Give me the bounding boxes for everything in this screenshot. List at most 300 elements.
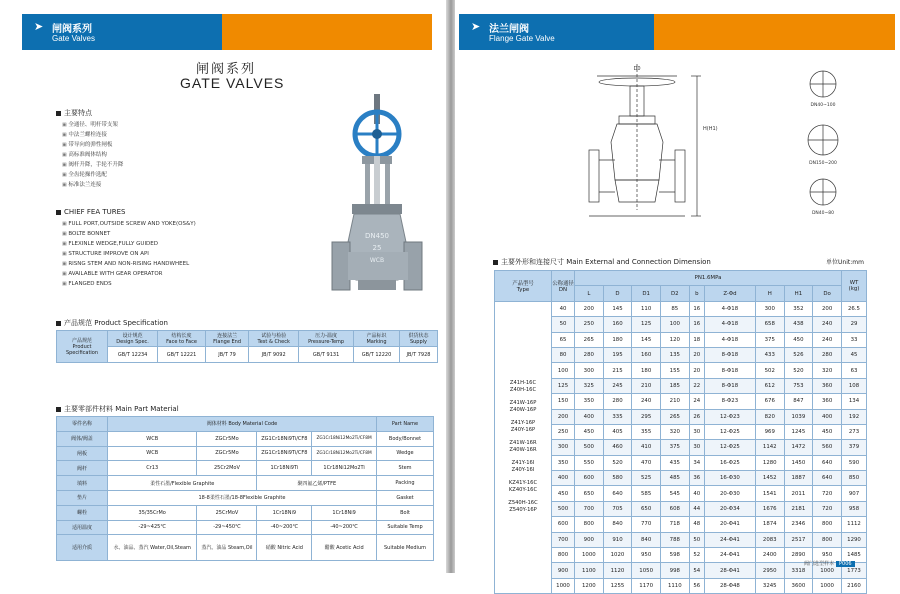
material-cell: 醋酸 Acetic Acid bbox=[312, 535, 377, 561]
material-cell: WCB bbox=[108, 431, 197, 446]
spec-header-row bbox=[57, 331, 438, 347]
feature-en-item: ▣ FLEXINLE WEDGE,FULLY GUIDED bbox=[62, 239, 196, 249]
feature-en-item: ▣ FULL PORT,OUTSIDE SCREW AND YOKE(OS&Y) bbox=[62, 219, 196, 229]
dim-type-label: Z540Y-16P bbox=[509, 507, 537, 514]
dim-cell: 460 bbox=[603, 440, 632, 455]
dim-cell: 16 bbox=[689, 301, 704, 316]
material-cell: -29~450℃ bbox=[197, 520, 257, 535]
feature-cn-item: ▣ 中法兰螺栓连接 bbox=[62, 130, 123, 140]
dim-cell: 753 bbox=[784, 378, 813, 393]
spec-value-cell: JB/T 9092 bbox=[249, 347, 299, 363]
dim-cell: 410 bbox=[632, 440, 661, 455]
spec-header-cell: 连接法兰 Flange End bbox=[205, 331, 248, 347]
features-en-list bbox=[62, 219, 196, 289]
dim-cell: 325 bbox=[575, 378, 604, 393]
dim-header-cell: Do bbox=[813, 286, 842, 301]
material-cell: 1Cr18Ni9 bbox=[257, 505, 312, 520]
dim-cell: 400 bbox=[552, 471, 575, 486]
dim-cell: 30 bbox=[689, 440, 704, 455]
dim-cell: 52 bbox=[689, 548, 704, 563]
dim-cell: 80 bbox=[552, 347, 575, 362]
dim-cell: 245 bbox=[603, 378, 632, 393]
dim-cell: 240 bbox=[813, 317, 842, 332]
material-cell: 硝酸 Nitric Acid bbox=[257, 535, 312, 561]
dim-type-label: Z540H-16C bbox=[508, 500, 538, 507]
dim-cell: 1120 bbox=[603, 563, 632, 578]
material-cell: 阀杆 bbox=[57, 461, 108, 476]
dim-cell: 2160 bbox=[842, 578, 867, 593]
feature-cn-item: ▣ 高标准阀体结构 bbox=[62, 150, 123, 160]
dim-cell: 1773 bbox=[842, 563, 867, 578]
dim-cell: 900 bbox=[575, 532, 604, 547]
dim-cell: 56 bbox=[689, 578, 704, 593]
arrow-icon: ➤ bbox=[471, 20, 481, 33]
dim-cell: 40 bbox=[689, 486, 704, 501]
dim-cell: 8-Φ18 bbox=[704, 378, 755, 393]
dim-cell: 640 bbox=[813, 455, 842, 470]
dim-cell: 265 bbox=[660, 409, 689, 424]
dim-cell: 134 bbox=[842, 394, 867, 409]
dim-cell: 295 bbox=[632, 409, 661, 424]
dim-cell: 2950 bbox=[755, 563, 784, 578]
spec-value-cell: GB/T 12234 bbox=[108, 347, 158, 363]
dim-cell: 195 bbox=[603, 347, 632, 362]
right-header-title-en: Flange Gate Valve bbox=[489, 34, 555, 43]
dim-cell: 800 bbox=[813, 517, 842, 532]
drawing-label-height: H(H1) bbox=[703, 126, 718, 132]
dim-cell: 1000 bbox=[552, 578, 575, 593]
dim-cell: 1676 bbox=[755, 501, 784, 516]
dim-cell: 150 bbox=[552, 394, 575, 409]
material-cell: 阀体/阀盖 bbox=[57, 431, 108, 446]
right-header-accent bbox=[654, 14, 895, 50]
dim-type-label: Z41H-16C bbox=[509, 380, 537, 387]
dim-cell: 200 bbox=[813, 301, 842, 316]
dim-cell: 28-Φ41 bbox=[704, 563, 755, 578]
dim-cell: 1170 bbox=[632, 578, 661, 593]
dim-cell: 180 bbox=[632, 363, 661, 378]
dim-cell: 12-Φ23 bbox=[704, 409, 755, 424]
dim-cell: 110 bbox=[632, 301, 661, 316]
feature-en-item: ▣ AVAILABLE WITH GEAR OPERATOR bbox=[62, 269, 196, 279]
material-cell: 填料 bbox=[57, 476, 108, 491]
dim-cell: 215 bbox=[603, 363, 632, 378]
spec-value-cell: JB/T 7928 bbox=[399, 347, 437, 363]
dim-type-label: Z40W-16P bbox=[509, 407, 537, 414]
dim-type-label: Z41W-16P bbox=[509, 400, 537, 407]
dim-cell: 3600 bbox=[784, 578, 813, 593]
material-header-cell: Part Name bbox=[377, 417, 434, 432]
material-header-row bbox=[57, 417, 434, 432]
dim-cell: 2890 bbox=[784, 548, 813, 563]
spec-value-cell: GB/T 12220 bbox=[354, 347, 400, 363]
dim-cell: 1142 bbox=[755, 440, 784, 455]
dim-type-label: KZ41Y-16C bbox=[508, 480, 538, 487]
unit-label: 单位Unit:mm bbox=[826, 259, 864, 266]
dim-header-cell: b bbox=[689, 286, 704, 301]
features-en-title: CHIEF FEA TURES bbox=[56, 208, 125, 216]
dim-cell: 1485 bbox=[842, 548, 867, 563]
dim-cell: 3245 bbox=[755, 578, 784, 593]
dim-cell: 525 bbox=[632, 471, 661, 486]
material-cell: 25CrMoV bbox=[197, 505, 257, 520]
dim-cell: 850 bbox=[842, 471, 867, 486]
feature-en-item: ▣ RISNG STEM AND NON-RISING HANDWHEEL bbox=[62, 259, 196, 269]
material-cell: -40~200℃ bbox=[257, 520, 312, 535]
dim-cell: 360 bbox=[813, 378, 842, 393]
dim-cell: 640 bbox=[813, 471, 842, 486]
dim-cell: 18 bbox=[689, 332, 704, 347]
drawing-label-size1: DN40~100 bbox=[810, 103, 836, 108]
dim-cell: 320 bbox=[660, 424, 689, 439]
dim-cell: 720 bbox=[813, 486, 842, 501]
dim-cell: 1290 bbox=[842, 532, 867, 547]
dim-type-label: Z40H-16C bbox=[509, 387, 537, 394]
dim-cell: 375 bbox=[755, 332, 784, 347]
material-cell: ZG1Cr18Ni12Mo2Ti/CF8M bbox=[312, 431, 377, 446]
dim-cell: 405 bbox=[603, 424, 632, 439]
dim-cell: 26.5 bbox=[842, 301, 867, 316]
dim-cell: 800 bbox=[813, 532, 842, 547]
drawing-label-size2: DN150~200 bbox=[809, 161, 837, 166]
dim-cell: 485 bbox=[660, 471, 689, 486]
dim-header-cell: D2 bbox=[660, 286, 689, 301]
dim-cell: 450 bbox=[575, 424, 604, 439]
dim-cell: 250 bbox=[575, 317, 604, 332]
material-cell: 18-8柔性石墨/18-8Flexible Graphite bbox=[108, 490, 377, 505]
left-header-bar bbox=[22, 14, 222, 50]
spec-header-cell: 试验与检验 Test & Check bbox=[249, 331, 299, 347]
feature-cn-item: ▣ 全通径、明杆带支架 bbox=[62, 120, 123, 130]
dim-title: 主要外形和连接尺寸 Main External and Connection Dimension bbox=[493, 257, 711, 267]
dim-cell: 160 bbox=[603, 317, 632, 332]
material-cell: Body/Bonnet bbox=[377, 431, 434, 446]
dim-cell: 24-Φ41 bbox=[704, 548, 755, 563]
dim-cell: 2400 bbox=[755, 548, 784, 563]
dim-cell: 28-Φ48 bbox=[704, 578, 755, 593]
dim-cell: 240 bbox=[632, 394, 661, 409]
valve-technical-drawing bbox=[575, 60, 895, 230]
dim-cell: 63 bbox=[842, 363, 867, 378]
dim-cell: 1020 bbox=[603, 548, 632, 563]
dim-cell: 240 bbox=[813, 332, 842, 347]
dim-cell: 16 bbox=[689, 317, 704, 332]
feature-cn-item: ▣ 标准法兰连接 bbox=[62, 180, 123, 190]
left-page bbox=[0, 0, 448, 573]
material-cell: ZG1Cr18Ni12Mo2Ti/CF8M bbox=[312, 446, 377, 461]
spec-value-cell: JB/T 79 bbox=[205, 347, 248, 363]
material-row bbox=[57, 461, 434, 476]
material-cell: 柔性石墨/Flexible Graphite bbox=[108, 476, 257, 491]
material-cell: Packing bbox=[377, 476, 434, 491]
dim-cell: 650 bbox=[575, 486, 604, 501]
material-row bbox=[57, 520, 434, 535]
dim-cell: 545 bbox=[660, 486, 689, 501]
material-cell: 聚四氟乙烯/PTFE bbox=[257, 476, 377, 491]
dim-cell: 360 bbox=[813, 394, 842, 409]
dim-cell: 520 bbox=[603, 455, 632, 470]
material-cell: -29~425℃ bbox=[108, 520, 197, 535]
dim-cell: 640 bbox=[603, 486, 632, 501]
material-row bbox=[57, 490, 434, 505]
material-table bbox=[56, 416, 434, 561]
spec-title: 产品规范 Product Specification bbox=[56, 318, 168, 328]
spec-header-cell: 产品规范 Product Specification bbox=[57, 331, 108, 363]
dim-cell: 1110 bbox=[660, 578, 689, 593]
dim-cell: 33 bbox=[842, 332, 867, 347]
dim-cell: 1452 bbox=[755, 471, 784, 486]
dim-cell: 847 bbox=[784, 394, 813, 409]
dim-cell: 400 bbox=[575, 409, 604, 424]
left-header-accent bbox=[222, 14, 432, 50]
dim-cell: 350 bbox=[552, 455, 575, 470]
spec-header-cell: 供货状态 Supply bbox=[399, 331, 437, 347]
dim-cell: 840 bbox=[603, 517, 632, 532]
material-cell: Gasket bbox=[377, 490, 434, 505]
dimension-table bbox=[494, 270, 867, 594]
material-header-cell: 零件名称 bbox=[57, 417, 108, 432]
dim-cell: 350 bbox=[575, 394, 604, 409]
dim-cell: 400 bbox=[813, 409, 842, 424]
dim-row bbox=[495, 301, 867, 316]
material-cell: ZG1Cr18Ni9Ti/CF8 bbox=[257, 446, 312, 461]
dim-cell: 676 bbox=[755, 394, 784, 409]
material-cell: Stem bbox=[377, 461, 434, 476]
dim-cell: 1112 bbox=[842, 517, 867, 532]
dim-cell: 280 bbox=[813, 347, 842, 362]
dim-cell: 352 bbox=[784, 301, 813, 316]
material-cell: 1Cr18Ni12Mo2Ti bbox=[312, 461, 377, 476]
feature-en-item: ▣ FLANGED ENDS bbox=[62, 279, 196, 289]
dim-cell: 900 bbox=[552, 563, 575, 578]
dim-cell: 1000 bbox=[813, 578, 842, 593]
dim-header-cell: D1 bbox=[632, 286, 661, 301]
material-row bbox=[57, 446, 434, 461]
dim-cell: 700 bbox=[552, 532, 575, 547]
dim-cell: 1100 bbox=[575, 563, 604, 578]
dim-cell: 135 bbox=[660, 347, 689, 362]
drawing-label-do: D0 bbox=[633, 66, 641, 72]
dim-cell: 502 bbox=[755, 363, 784, 378]
dim-cell: 160 bbox=[632, 347, 661, 362]
dim-cell: 720 bbox=[813, 501, 842, 516]
feature-cn-item: ▣ 带导向的弹性闸板 bbox=[62, 140, 123, 150]
page-title-cn: 闸阀系列 bbox=[196, 62, 257, 77]
dim-cell: 950 bbox=[813, 548, 842, 563]
dim-cell: 20-Φ34 bbox=[704, 501, 755, 516]
dim-cell: 788 bbox=[660, 532, 689, 547]
dim-cell: 450 bbox=[552, 486, 575, 501]
dim-cell: 608 bbox=[660, 501, 689, 516]
spec-value-cell: GB/T 9131 bbox=[299, 347, 354, 363]
dim-cell: 24 bbox=[689, 394, 704, 409]
dim-cell: 1541 bbox=[755, 486, 784, 501]
dim-cell: 30 bbox=[689, 424, 704, 439]
dim-cell: 598 bbox=[660, 548, 689, 563]
dim-cell: 1450 bbox=[784, 455, 813, 470]
right-header-title-cn: 法兰闸阀 bbox=[489, 24, 529, 35]
dim-cell: 612 bbox=[755, 378, 784, 393]
material-row bbox=[57, 505, 434, 520]
dim-cell: 8-Φ18 bbox=[704, 347, 755, 362]
material-cell: 闸板 bbox=[57, 446, 108, 461]
dim-cell: 200 bbox=[552, 409, 575, 424]
dim-cell: 520 bbox=[784, 363, 813, 378]
dim-cell: 24-Φ41 bbox=[704, 532, 755, 547]
page-number: P006 bbox=[836, 561, 855, 567]
dim-cell: 12-Φ25 bbox=[704, 424, 755, 439]
dim-type-label: Z40Y-16I bbox=[511, 467, 535, 474]
dim-header-cell: H bbox=[755, 286, 784, 301]
dim-cell: 718 bbox=[660, 517, 689, 532]
dim-cell: 145 bbox=[603, 301, 632, 316]
dim-cell: 910 bbox=[603, 532, 632, 547]
dim-cell: 4-Φ18 bbox=[704, 332, 755, 347]
material-cell: 蒸汽、油品 Steam,Oil bbox=[197, 535, 257, 561]
material-cell: 1Cr18Ni9 bbox=[312, 505, 377, 520]
dim-cell: 20-Φ30 bbox=[704, 486, 755, 501]
material-cell: 25Cr2MoV bbox=[197, 461, 257, 476]
spec-header-cell: 压力-温度 Pressure-Temp bbox=[299, 331, 354, 347]
dim-cell: 22 bbox=[689, 378, 704, 393]
dim-cell: 100 bbox=[660, 317, 689, 332]
dim-cell: 335 bbox=[603, 409, 632, 424]
gate-valve-photo bbox=[318, 92, 438, 307]
page-title-en: GATE VALVES bbox=[180, 75, 285, 91]
dim-cell: 1000 bbox=[813, 563, 842, 578]
dim-header-cell: 产品型号 Type bbox=[495, 271, 552, 302]
dim-header-cell: 公称通径 DN bbox=[552, 271, 575, 302]
dim-cell: 320 bbox=[813, 363, 842, 378]
valve-marking-pn: 25 bbox=[372, 244, 382, 252]
dim-header-cell: D bbox=[603, 286, 632, 301]
arrow-icon: ➤ bbox=[34, 20, 44, 33]
dim-cell: 526 bbox=[784, 347, 813, 362]
material-cell: 35/35CrMo bbox=[108, 505, 197, 520]
dim-cell: 100 bbox=[552, 363, 575, 378]
dim-cell: 2517 bbox=[784, 532, 813, 547]
dim-cell: 355 bbox=[632, 424, 661, 439]
spec-value-row bbox=[57, 347, 438, 363]
dim-cell: 1472 bbox=[784, 440, 813, 455]
dim-cell: 450 bbox=[813, 424, 842, 439]
dim-cell: 375 bbox=[660, 440, 689, 455]
dim-cell: 500 bbox=[552, 501, 575, 516]
dim-type-label: Z41Y-16I bbox=[511, 460, 535, 467]
dim-cell: 998 bbox=[660, 563, 689, 578]
dim-type-label: KZ40Y-16C bbox=[508, 487, 538, 494]
feature-cn-item: ▣ 阀杆升降，手轮不升降 bbox=[62, 160, 123, 170]
dim-cell: 580 bbox=[603, 471, 632, 486]
dim-cell: 1000 bbox=[575, 548, 604, 563]
dim-cell: 658 bbox=[755, 317, 784, 332]
dim-cell: 379 bbox=[842, 440, 867, 455]
dim-type-cell bbox=[495, 301, 552, 593]
dim-cell: 250 bbox=[552, 424, 575, 439]
dim-cell: 265 bbox=[575, 332, 604, 347]
right-header-bar bbox=[459, 14, 654, 50]
dim-cell: 145 bbox=[632, 332, 661, 347]
dim-cell: 20 bbox=[689, 363, 704, 378]
dim-cell: 2346 bbox=[784, 517, 813, 532]
dim-cell: 969 bbox=[755, 424, 784, 439]
dim-cell: 1874 bbox=[755, 517, 784, 532]
dim-cell: 650 bbox=[632, 501, 661, 516]
dim-cell: 54 bbox=[689, 563, 704, 578]
spec-value-cell: GB/T 12221 bbox=[158, 347, 206, 363]
material-cell: Bolt bbox=[377, 505, 434, 520]
material-cell: Suitable Temp bbox=[377, 520, 434, 535]
dim-cell: 210 bbox=[660, 394, 689, 409]
dim-cell: 438 bbox=[784, 317, 813, 332]
dim-cell: 26 bbox=[689, 409, 704, 424]
spec-header-cell: 结构长度 Face to Face bbox=[158, 331, 206, 347]
dim-cell: 1039 bbox=[784, 409, 813, 424]
dim-cell: 820 bbox=[755, 409, 784, 424]
dim-cell: 435 bbox=[660, 455, 689, 470]
dim-cell: 1050 bbox=[632, 563, 661, 578]
dim-cell: 950 bbox=[632, 548, 661, 563]
left-header-title-en: Gate Valves bbox=[52, 34, 95, 43]
dim-cell: 8-Φ23 bbox=[704, 394, 755, 409]
dim-cell: 210 bbox=[632, 378, 661, 393]
dim-cell: 907 bbox=[842, 486, 867, 501]
spec-header-cell: 设计规范 Design Spec. bbox=[108, 331, 158, 347]
dim-cell: 958 bbox=[842, 501, 867, 516]
features-cn-list bbox=[62, 120, 123, 190]
dim-cell: 2011 bbox=[784, 486, 813, 501]
dim-cell: 40 bbox=[552, 301, 575, 316]
dim-cell: 300 bbox=[575, 363, 604, 378]
dim-cell: 1255 bbox=[603, 578, 632, 593]
dim-header-cell: WT (kg) bbox=[842, 271, 867, 302]
dim-cell: 450 bbox=[784, 332, 813, 347]
dim-cell: 500 bbox=[575, 440, 604, 455]
dim-cell: 590 bbox=[842, 455, 867, 470]
dim-cell: 800 bbox=[575, 517, 604, 532]
dim-cell: 48 bbox=[689, 517, 704, 532]
material-row bbox=[57, 476, 434, 491]
dim-cell: 125 bbox=[552, 378, 575, 393]
dim-cell: 192 bbox=[842, 409, 867, 424]
dim-cell: 273 bbox=[842, 424, 867, 439]
material-cell: 适用温度 bbox=[57, 520, 108, 535]
dim-cell: 36 bbox=[689, 471, 704, 486]
dim-cell: 108 bbox=[842, 378, 867, 393]
dim-cell: 12-Φ25 bbox=[704, 440, 755, 455]
material-cell: ZGCr5Mo bbox=[197, 431, 257, 446]
spec-header-cell: 产品标识 Marking bbox=[354, 331, 400, 347]
material-cell: -40~200℃ bbox=[312, 520, 377, 535]
dim-header-cell: PN1.6MPa bbox=[575, 271, 842, 286]
feature-cn-item: ▣ 全齿轮操作选配 bbox=[62, 170, 123, 180]
dim-type-label: Z41W-16R bbox=[509, 440, 537, 447]
dim-cell: 600 bbox=[552, 517, 575, 532]
material-cell: 螺栓 bbox=[57, 505, 108, 520]
dim-cell: 585 bbox=[632, 486, 661, 501]
dim-cell: 34 bbox=[689, 455, 704, 470]
feature-en-item: ▣ BOLTE BONNET bbox=[62, 229, 196, 239]
dim-cell: 2083 bbox=[755, 532, 784, 547]
dim-cell: 125 bbox=[632, 317, 661, 332]
dim-header-row-1 bbox=[495, 271, 867, 286]
feature-en-item: ▣ STRUCTURE IMPROVE ON API bbox=[62, 249, 196, 259]
material-cell: ZGCr5Mo bbox=[197, 446, 257, 461]
material-cell: Suitable Medium bbox=[377, 535, 434, 561]
dim-type-label: Z41Y-16P bbox=[510, 420, 536, 427]
dim-cell: 470 bbox=[632, 455, 661, 470]
material-cell: 垫片 bbox=[57, 490, 108, 505]
